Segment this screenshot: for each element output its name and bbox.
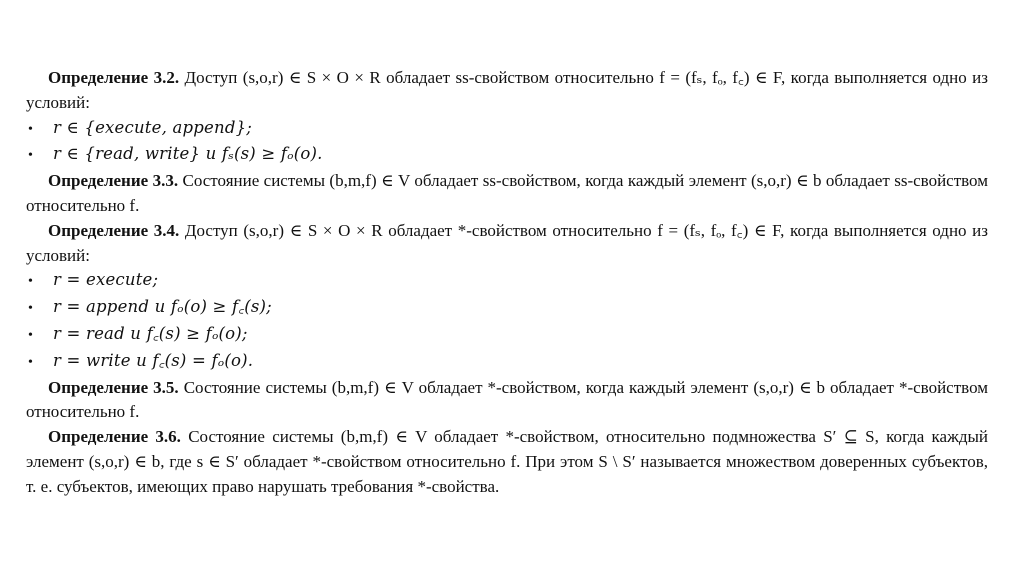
list-item <box>26 295 988 322</box>
definition-label: Определение 3.6. <box>48 427 181 447</box>
definition-label: Определение 3.5. <box>48 377 179 397</box>
bullet-icon: • <box>28 274 33 290</box>
definition-text: Состояние системы (b,m,f) ∈ V обладает *-свойством, относительно подмножества S′ ⊆ S, когда каждый элемент (s,o,r) ∈ b, где s ∈ S′ обладает *-свойством относительно f. При этом S \ S′ называется множеством доверенных субъектов, т. е. субъектов, имеющих право нарушать требования *-свойства. <box>26 427 989 496</box>
bullet-icon: • <box>28 301 33 317</box>
definition-text: Доступ (s,o,r) ∈ S × O × R обладает *-свойством относительно f = (fₛ, fₒ, f꜀) ∈ F, когда выполняется одно из условий: <box>26 220 988 265</box>
bullet-icon: • <box>28 354 33 370</box>
condition-text: r = write и f꜀(s) = fₒ(o). <box>53 350 254 370</box>
bullet-icon: • <box>28 121 33 137</box>
conditions-list <box>26 116 988 170</box>
list-item <box>26 142 988 169</box>
condition-text: r = read и f꜀(s) ≥ fₒ(o); <box>53 323 248 343</box>
condition-text: r ∈ {execute, append}; <box>53 117 253 137</box>
document-page <box>26 66 988 500</box>
definition-3-2 <box>26 66 988 116</box>
definition-label: Определение 3.2. <box>48 68 180 87</box>
definition-3-4 <box>26 219 988 269</box>
list-item <box>26 268 988 295</box>
definition-label: Определение 3.3. <box>48 171 179 191</box>
definition-label: Определение 3.4. <box>48 220 180 240</box>
bullet-icon: • <box>28 148 33 164</box>
definition-text: Состояние системы (b,m,f) ∈ V обладает ss-свойством, когда каждый элемент (s,o,r) ∈ b обладает ss-свойством относительно f. <box>26 171 988 215</box>
bullet-icon: • <box>28 327 33 343</box>
definition-3-6 <box>26 425 988 499</box>
condition-text: r ∈ {read, write} и fₛ(s) ≥ fₒ(o). <box>53 144 323 164</box>
definition-3-5 <box>26 376 988 426</box>
condition-text: r = append и fₒ(o) ≥ f꜀(s); <box>53 297 272 317</box>
condition-text: r = execute; <box>53 270 159 290</box>
definition-text: Доступ (s,o,r) ∈ S × O × R обладает ss-свойством относительно f = (fₛ, fₒ, f꜀) ∈ F, когда выполняется одно из условий: <box>26 68 988 112</box>
list-item <box>26 116 988 143</box>
definition-3-3 <box>26 169 988 219</box>
definition-text: Состояние системы (b,m,f) ∈ V обладает *-свойством, когда каждый элемент (s,o,r) ∈ b обладает *-свойством относительно f. <box>26 377 988 422</box>
list-item <box>26 322 988 349</box>
conditions-list <box>26 268 988 375</box>
list-item <box>26 349 988 376</box>
